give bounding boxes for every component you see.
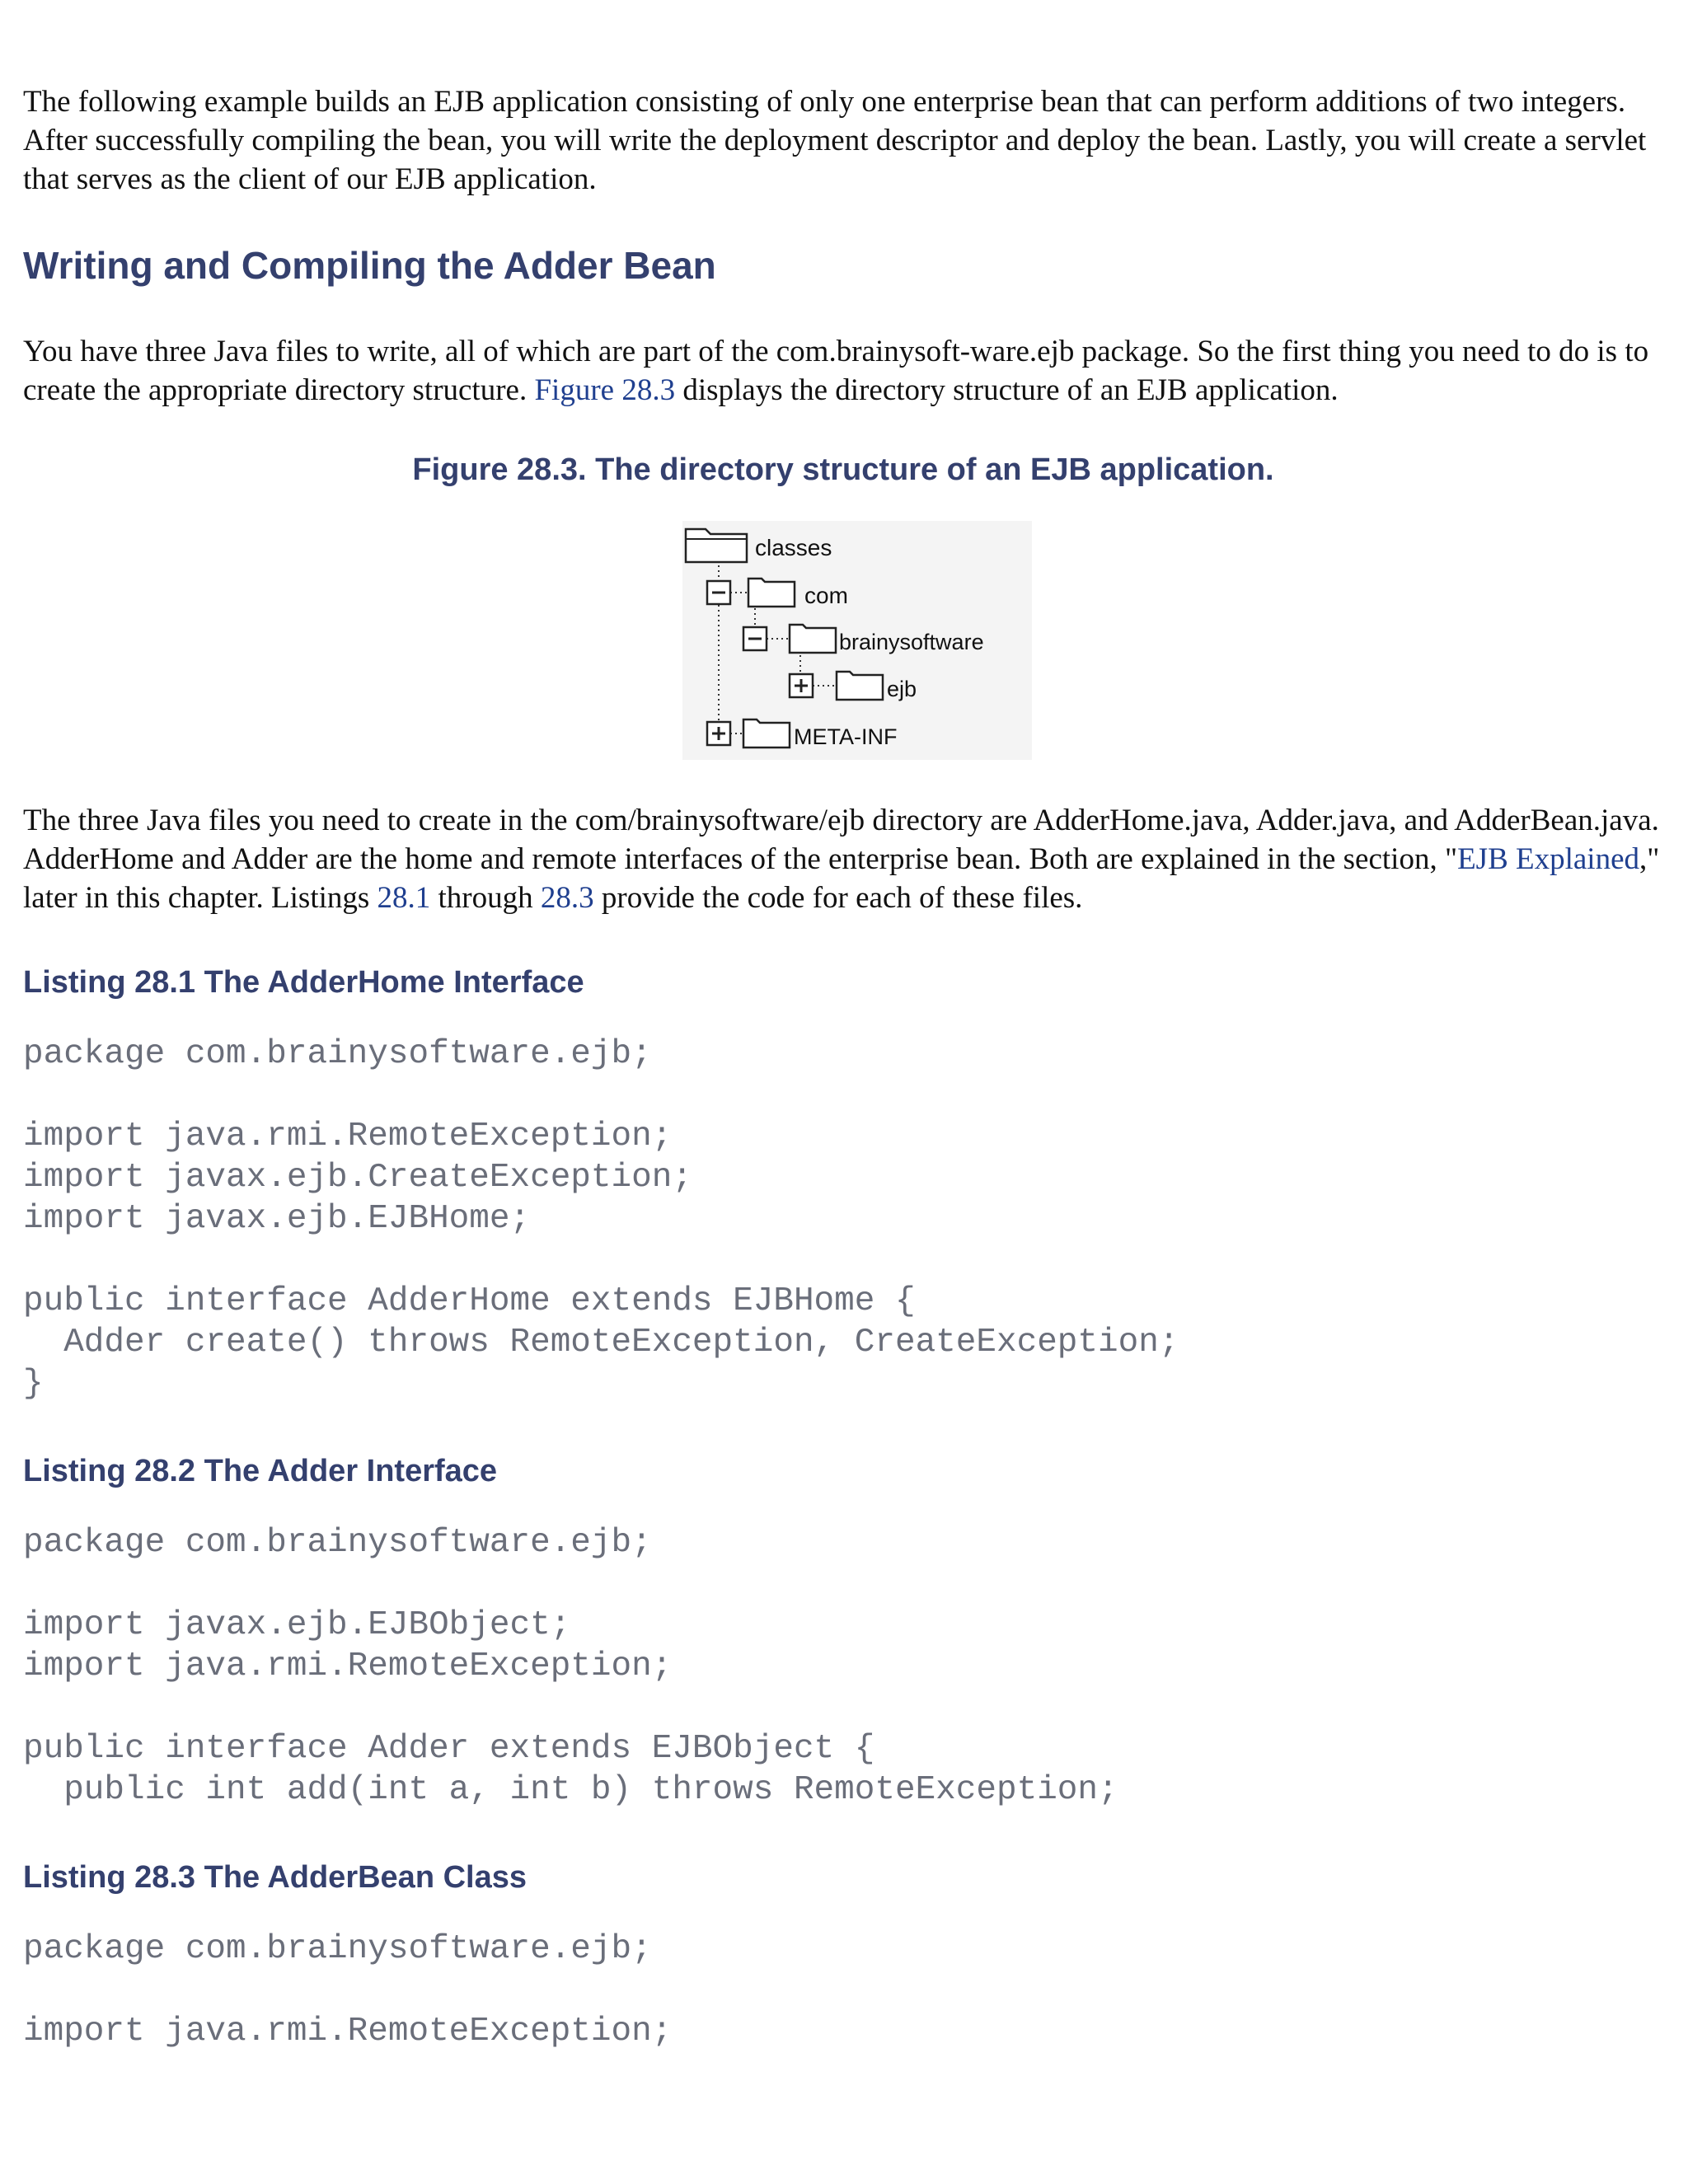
tree-label-brainysoftware: brainysoftware xyxy=(839,630,984,654)
expand-icon-ejb[interactable] xyxy=(790,674,813,697)
tree-label-com: com xyxy=(804,583,848,608)
java-files-text-1: The three Java files you need to create in the com/brainysoftware/ejb directory are AdderHome.java, Adder.java, and AdderBean.java. AdderHome and Adder are the home and remote interfaces of the enterprise bean. Both are explained in the section, " xyxy=(23,804,1659,876)
directory-paragraph xyxy=(23,332,1663,410)
java-files-paragraph xyxy=(23,801,1663,917)
listing-28-1-code: package com.brainysoftware.ejb; import java.rmi.RemoteException; import javax.ejb.CreateException; import javax.ejb.EJBHome; public interface AdderHome extends EJBHome { Adder create() throws RemoteException, CreateException; } xyxy=(23,1035,1179,1403)
com-folder-icon xyxy=(748,579,795,607)
listing-28-1-link[interactable]: 28.1 xyxy=(377,881,431,915)
listing-28-3-title: Listing 28.3 The AdderBean Class xyxy=(23,1860,527,1895)
ejb-folder-icon xyxy=(837,672,883,700)
directory-paragraph-text-1: You have three Java files to write, all of which are part of the com.brainysoft-ware.ejb package. So the first thing you need to do is to create the appropriate directory structure. xyxy=(23,335,1649,407)
collapse-icon-com[interactable] xyxy=(707,581,730,604)
tree-label-meta-inf: META-INF xyxy=(794,724,898,749)
java-files-text-4: provide the code for each of these files. xyxy=(593,881,1083,915)
ejb-explained-link[interactable]: EJB Explained xyxy=(1457,842,1640,876)
java-files-text-2: ," later in this chapter. Listings xyxy=(23,842,1660,915)
figure-container xyxy=(23,521,1663,760)
listing-28-2-code: package com.brainysoftware.ejb; import javax.ejb.EJBObject; import java.rmi.RemoteException; public interface Adder extends EJBObject { public int add(int a, int b) throws RemoteException; xyxy=(23,1524,1118,1809)
meta-inf-folder-icon xyxy=(743,719,790,748)
intro-paragraph: The following example builds an EJB application consisting of only one enterprise bean that can perform additions of two integers. After successfully compiling the bean, you will write the deployment descriptor and deploy the bean. Lastly, you will create a servlet that serves as the client of our EJB application. xyxy=(23,85,1647,196)
figure-28-3-link[interactable]: Figure 28.3 xyxy=(534,373,676,407)
section-heading: Writing and Compiling the Adder Bean xyxy=(23,244,716,287)
figure-caption: Figure 28.3. The directory structure of an EJB application. xyxy=(412,452,1274,487)
tree-label-classes: classes xyxy=(755,535,832,560)
root-folder-icon xyxy=(686,529,747,562)
expand-icon-meta-inf[interactable] xyxy=(707,722,730,745)
directory-tree-figure xyxy=(682,521,1032,760)
listing-28-3-link[interactable]: 28.3 xyxy=(540,881,594,915)
document-page xyxy=(23,82,1663,2052)
listing-28-3-code: package com.brainysoftware.ejb; import java.rmi.RemoteException; xyxy=(23,1930,673,2050)
brainysoftware-folder-icon xyxy=(790,625,836,653)
directory-paragraph-text-2: displays the directory structure of an EJB application. xyxy=(675,373,1339,407)
java-files-text-3: through xyxy=(430,881,541,915)
listing-28-1-title: Listing 28.1 The AdderHome Interface xyxy=(23,965,584,1000)
listing-28-2-title: Listing 28.2 The Adder Interface xyxy=(23,1454,498,1488)
collapse-icon-brainysoftware[interactable] xyxy=(743,627,767,650)
tree-label-ejb: ejb xyxy=(887,677,917,701)
